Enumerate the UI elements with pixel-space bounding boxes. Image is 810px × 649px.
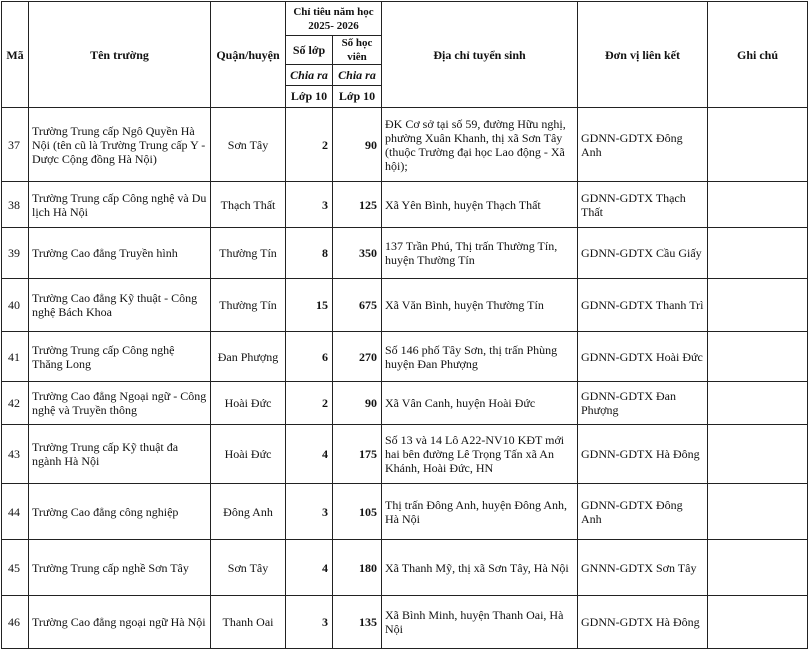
row-quan-huyen: Đan Phượng bbox=[211, 332, 286, 382]
row-dia-chi: 137 Trần Phú, Thị trấn Thường Tín, huyện Thường Tín bbox=[382, 228, 578, 279]
row-quan-huyen: Sơn Tây bbox=[211, 108, 286, 182]
row-so-hoc-vien: 105 bbox=[333, 484, 382, 540]
row-quan-huyen: Thường Tín bbox=[211, 228, 286, 279]
row-so-hoc-vien: 675 bbox=[333, 279, 382, 332]
row-so-hoc-vien: 90 bbox=[333, 108, 382, 182]
row-dia-chi: Xã Văn Bình, huyện Thường Tín bbox=[382, 279, 578, 332]
table-row bbox=[2, 425, 808, 484]
row-ma: 37 bbox=[2, 108, 29, 182]
row-quan-huyen: Thanh Oai bbox=[211, 596, 286, 649]
lop-10-label: Lớp 10 bbox=[338, 89, 376, 103]
row-quan-huyen: Hoài Đức bbox=[211, 382, 286, 425]
enrollment-table bbox=[1, 1, 808, 649]
row-ghi-chu bbox=[708, 182, 808, 228]
table-row bbox=[2, 279, 808, 332]
table-row bbox=[2, 332, 808, 382]
row-ten-truong: Trường Trung cấp nghề Sơn Tây bbox=[29, 540, 211, 596]
row-ma: 43 bbox=[2, 425, 29, 484]
row-don-vi: GDNN-GDTX Đan Phượng bbox=[578, 382, 708, 425]
header-quan-huyen: Quận/huyện bbox=[211, 2, 286, 108]
header-chia-ra-hv bbox=[333, 65, 382, 108]
row-dia-chi: Xã Yên Bình, huyện Thạch Thất bbox=[382, 182, 578, 228]
row-ghi-chu bbox=[708, 382, 808, 425]
row-ten-truong: Trường Cao đẳng công nghiệp bbox=[29, 484, 211, 540]
chia-ra-label: Chia ra bbox=[333, 65, 381, 86]
row-so-lop: 8 bbox=[286, 228, 333, 279]
row-ghi-chu bbox=[708, 108, 808, 182]
header-ma: Mã bbox=[2, 2, 29, 108]
row-ten-truong: Trường Trung cấp Ngô Quyền Hà Nội (tên cũ là Trường Trung cấp Y - Dược Cộng đồng Hà Nội) bbox=[29, 108, 211, 182]
chia-ra-label: Chia ra bbox=[286, 65, 332, 86]
row-ten-truong: Trường Trung cấp Công nghệ và Du lịch Hà Nội bbox=[29, 182, 211, 228]
row-dia-chi: Thị trấn Đông Anh, huyện Đông Anh, Hà Nội bbox=[382, 484, 578, 540]
row-ghi-chu bbox=[708, 332, 808, 382]
row-so-lop: 3 bbox=[286, 182, 333, 228]
table-row bbox=[2, 108, 808, 182]
row-so-hoc-vien: 125 bbox=[333, 182, 382, 228]
row-don-vi: GDNN-GDTX Thanh Trì bbox=[578, 279, 708, 332]
row-quan-huyen: Hoài Đức bbox=[211, 425, 286, 484]
table-body bbox=[2, 108, 808, 649]
row-ghi-chu bbox=[708, 279, 808, 332]
table-header bbox=[2, 2, 808, 108]
row-dia-chi: Xã Vân Canh, huyện Hoài Đức bbox=[382, 382, 578, 425]
row-ma: 42 bbox=[2, 382, 29, 425]
table-row bbox=[2, 228, 808, 279]
row-ma: 40 bbox=[2, 279, 29, 332]
row-ma: 45 bbox=[2, 540, 29, 596]
table-row bbox=[2, 540, 808, 596]
row-ghi-chu bbox=[708, 425, 808, 484]
row-don-vi: GDNN-GDTX Cầu Giấy bbox=[578, 228, 708, 279]
header-chi-tieu-text: Chỉ tiêu năm học 2025- 2026 bbox=[293, 5, 374, 32]
row-dia-chi: Số 146 phố Tây Sơn, thị trấn Phùng huyện Đan Phượng bbox=[382, 332, 578, 382]
row-so-hoc-vien: 135 bbox=[333, 596, 382, 649]
row-so-hoc-vien: 270 bbox=[333, 332, 382, 382]
row-ten-truong: Trường Cao đẳng Ngoại ngữ - Công nghệ và Truyền thông bbox=[29, 382, 211, 425]
header-dia-chi: Địa chỉ tuyển sinh bbox=[382, 2, 578, 108]
row-so-lop: 15 bbox=[286, 279, 333, 332]
row-don-vi: GDNN-GDTX Đông Anh bbox=[578, 108, 708, 182]
header-so-hoc-vien: Số học viên bbox=[333, 36, 382, 65]
lop-10-label: Lớp 10 bbox=[290, 89, 328, 103]
row-ma: 46 bbox=[2, 596, 29, 649]
row-so-hoc-vien: 180 bbox=[333, 540, 382, 596]
row-so-lop: 6 bbox=[286, 332, 333, 382]
row-so-lop: 3 bbox=[286, 484, 333, 540]
row-ma: 41 bbox=[2, 332, 29, 382]
row-ten-truong: Trường Cao đẳng Kỹ thuật - Công nghệ Bách Khoa bbox=[29, 279, 211, 332]
row-ghi-chu bbox=[708, 484, 808, 540]
row-quan-huyen: Thạch Thất bbox=[211, 182, 286, 228]
row-ma: 44 bbox=[2, 484, 29, 540]
row-ten-truong: Trường Cao đẳng Truyền hình bbox=[29, 228, 211, 279]
row-dia-chi: Số 13 và 14 Lô A22-NV10 KĐT mới hai bên đường Lê Trọng Tấn xã An Khánh, Hoài Đức, HN bbox=[382, 425, 578, 484]
row-so-lop: 3 bbox=[286, 596, 333, 649]
row-dia-chi: ĐK Cơ sở tại số 59, đường Hữu nghị, phường Xuân Khanh, thị xã Sơn Tây (thuộc Trường đại học Lao động - Xã hội); bbox=[382, 108, 578, 182]
row-don-vi: GDNN-GDTX Đông Anh bbox=[578, 484, 708, 540]
row-don-vi: GNNN-GDTX Sơn Tây bbox=[578, 540, 708, 596]
row-so-lop: 2 bbox=[286, 382, 333, 425]
row-ghi-chu bbox=[708, 228, 808, 279]
row-so-lop: 4 bbox=[286, 540, 333, 596]
row-dia-chi: Xã Thanh Mỹ, thị xã Sơn Tây, Hà Nội bbox=[382, 540, 578, 596]
header-ten-truong: Tên trường bbox=[29, 2, 211, 108]
row-dia-chi: Xã Bình Minh, huyện Thanh Oai, Hà Nội bbox=[382, 596, 578, 649]
row-quan-huyen: Sơn Tây bbox=[211, 540, 286, 596]
row-quan-huyen: Thường Tín bbox=[211, 279, 286, 332]
row-don-vi: GDNN-GDTX Hoài Đức bbox=[578, 332, 708, 382]
row-so-hoc-vien: 175 bbox=[333, 425, 382, 484]
row-ten-truong: Trường Trung cấp Kỹ thuật đa ngành Hà Nội bbox=[29, 425, 211, 484]
row-ghi-chu bbox=[708, 596, 808, 649]
table-row bbox=[2, 596, 808, 649]
row-so-hoc-vien: 90 bbox=[333, 382, 382, 425]
row-don-vi: GDNN-GDTX Thạch Thất bbox=[578, 182, 708, 228]
row-ghi-chu bbox=[708, 540, 808, 596]
header-ghi-chu: Ghi chú bbox=[708, 2, 808, 108]
row-don-vi: GDNN-GDTX Hà Đông bbox=[578, 425, 708, 484]
row-ma: 38 bbox=[2, 182, 29, 228]
row-quan-huyen: Đông Anh bbox=[211, 484, 286, 540]
header-so-lop: Số lớp bbox=[286, 36, 333, 65]
row-so-hoc-vien: 350 bbox=[333, 228, 382, 279]
header-chia-ra-lop bbox=[286, 65, 333, 108]
row-ten-truong: Trường Trung cấp Công nghệ Thăng Long bbox=[29, 332, 211, 382]
row-ma: 39 bbox=[2, 228, 29, 279]
table-row bbox=[2, 182, 808, 228]
row-don-vi: GDNN-GDTX Hà Đông bbox=[578, 596, 708, 649]
row-ten-truong: Trường Cao đẳng ngoại ngữ Hà Nội bbox=[29, 596, 211, 649]
row-so-lop: 4 bbox=[286, 425, 333, 484]
row-so-lop: 2 bbox=[286, 108, 333, 182]
header-don-vi: Đơn vị liên kết bbox=[578, 2, 708, 108]
table-row bbox=[2, 382, 808, 425]
header-chi-tieu bbox=[286, 2, 382, 36]
table-row bbox=[2, 484, 808, 540]
